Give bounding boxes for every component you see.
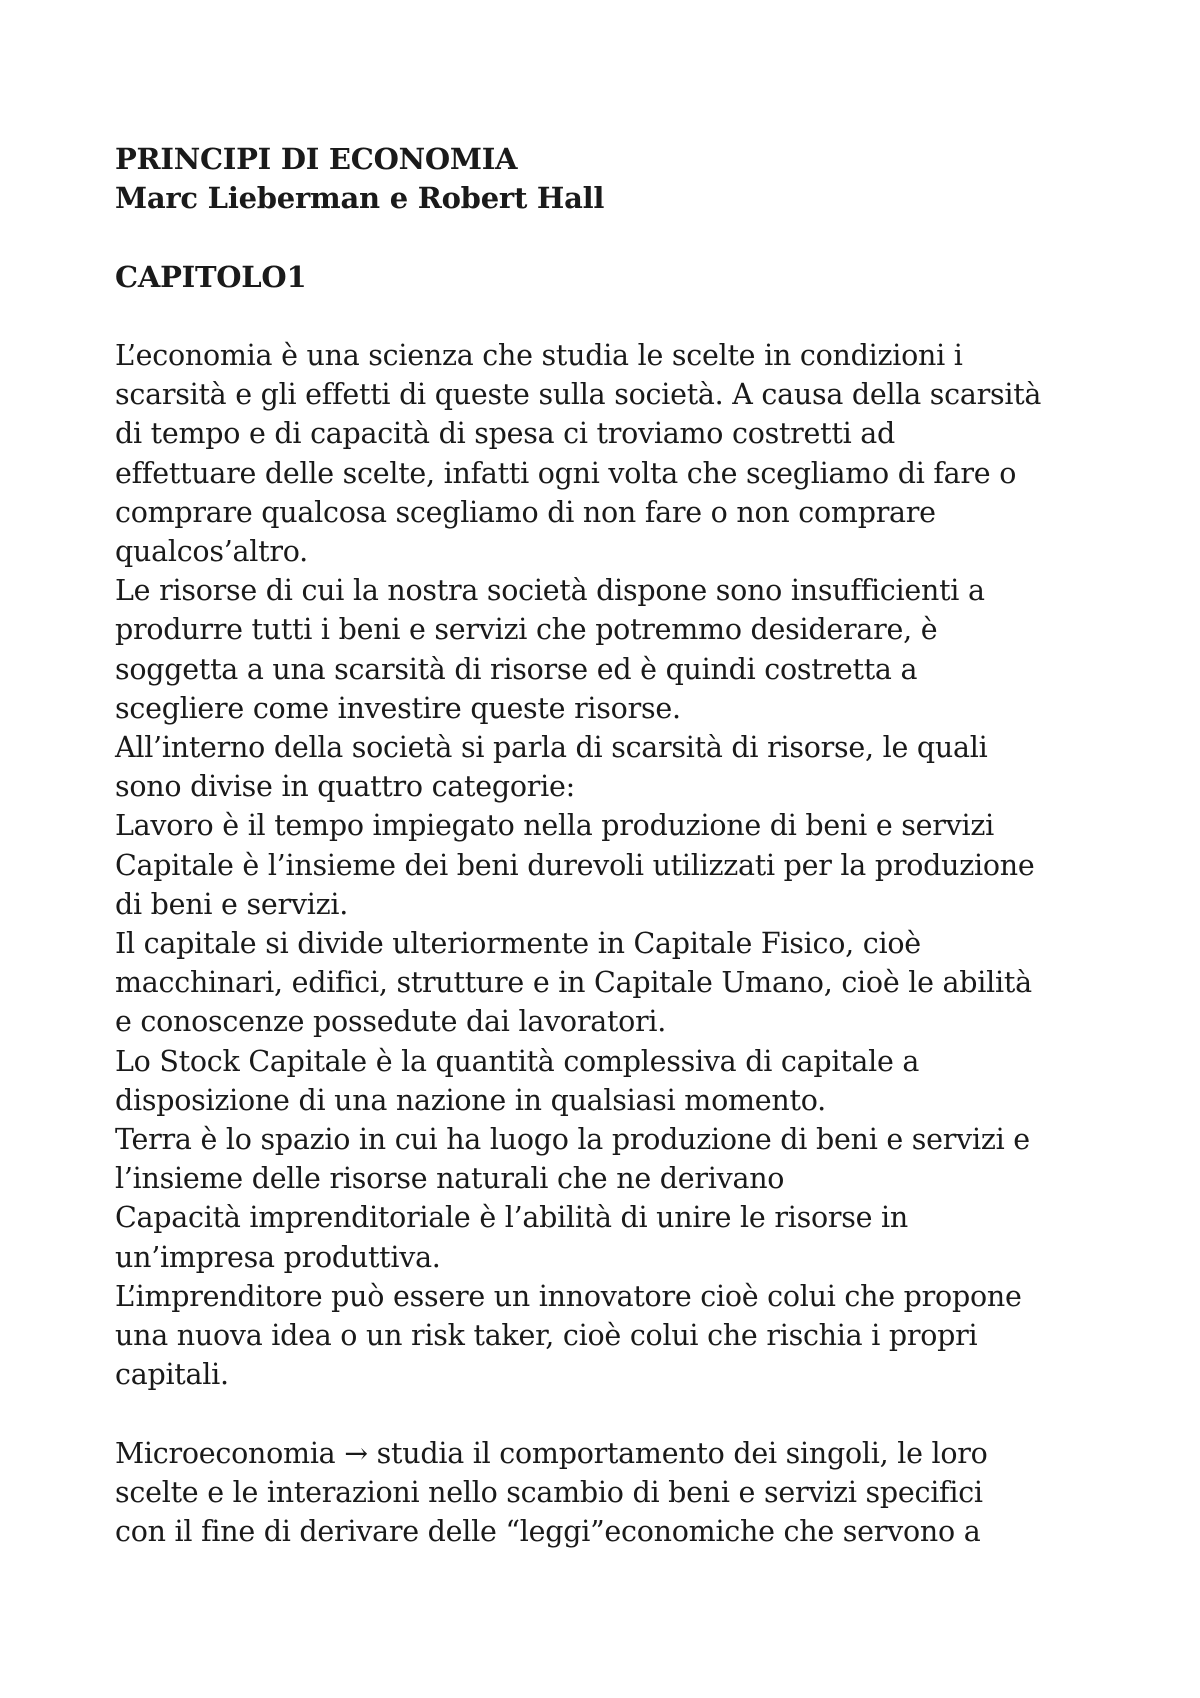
text-line: L’economia è una scienza che studia le scelte in condizioni i bbox=[115, 338, 963, 372]
text-line: un’impresa produttiva. bbox=[115, 1240, 441, 1274]
text-line: Capitale è l’insieme dei beni durevoli utilizzati per la produzione bbox=[115, 848, 1035, 882]
text-line: All’interno della società si parla di scarsità di risorse, le quali bbox=[115, 731, 988, 765]
text-line: capitali. bbox=[115, 1358, 229, 1392]
paragraph-block-2 bbox=[115, 1434, 1115, 1552]
text-line: Microeconomia → studia il comportamento dei singoli, le loro bbox=[115, 1436, 988, 1470]
blank-line bbox=[115, 218, 1115, 257]
text-line: scelte e le interazioni nello scambio di beni e servizi specifici bbox=[115, 1475, 983, 1509]
text-line: produrre tutti i beni e servizi che potremmo desiderare, è bbox=[115, 613, 938, 647]
text-line: Capacità imprenditoriale è l’abilità di unire le risorse in bbox=[115, 1201, 909, 1235]
chapter-heading: CAPITOLO1 bbox=[115, 259, 307, 294]
text-line: con il fine di derivare delle “leggi”economiche che servono a bbox=[115, 1515, 981, 1549]
text-line: macchinari, edifici, strutture e in Capitale Umano, cioè le abilità bbox=[115, 966, 1032, 1000]
document-authors: Marc Lieberman e Robert Hall bbox=[115, 181, 605, 216]
text-line: Lo Stock Capitale è la quantità complessiva di capitale a bbox=[115, 1044, 920, 1078]
text-line: Il capitale si divide ulteriormente in Capitale Fisico, cioè bbox=[115, 927, 921, 961]
text-line: Terra è lo spazio in cui ha luogo la produzione di beni e servizi e bbox=[115, 1123, 1030, 1157]
blank-line bbox=[115, 297, 1115, 336]
text-line: sono divise in quattro categorie: bbox=[115, 770, 575, 804]
paragraph-block-1 bbox=[115, 336, 1115, 1394]
text-line: soggetta a una scarsità di risorse ed è quindi costretta a bbox=[115, 652, 918, 686]
blank-line bbox=[115, 1394, 1115, 1433]
text-line: e conoscenze possedute dai lavoratori. bbox=[115, 1005, 667, 1039]
text-line: scegliere come investire queste risorse. bbox=[115, 691, 681, 725]
text-line: L’imprenditore può essere un innovatore cioè colui che propone bbox=[115, 1279, 1022, 1313]
text-line: una nuova idea o un risk taker, cioè colui che rischia i propri bbox=[115, 1319, 978, 1353]
text-line: qualcos’altro. bbox=[115, 535, 308, 568]
text-line: effettuare delle scelte, infatti ogni volta che scegliamo di fare o bbox=[115, 456, 1017, 490]
text-line: disposizione di una nazione in qualsiasi momento. bbox=[115, 1083, 826, 1117]
document-body bbox=[115, 140, 1115, 1551]
text-line: di tempo e di capacità di spesa ci troviamo costretti ad bbox=[115, 417, 895, 451]
text-line: comprare qualcosa scegliamo di non fare o non comprare bbox=[115, 495, 936, 529]
text-line: l’insieme delle risorse naturali che ne derivano bbox=[115, 1162, 785, 1196]
text-line: scarsità e gli effetti di queste sulla società. A causa della scarsità bbox=[115, 378, 1042, 412]
document-title: PRINCIPI DI ECONOMIA bbox=[115, 142, 518, 176]
text-line: di beni e servizi. bbox=[115, 887, 349, 921]
text-line: Le risorse di cui la nostra società dispone sono insufficienti a bbox=[115, 574, 985, 608]
text-line: Lavoro è il tempo impiegato nella produzione di beni e servizi bbox=[115, 809, 994, 843]
